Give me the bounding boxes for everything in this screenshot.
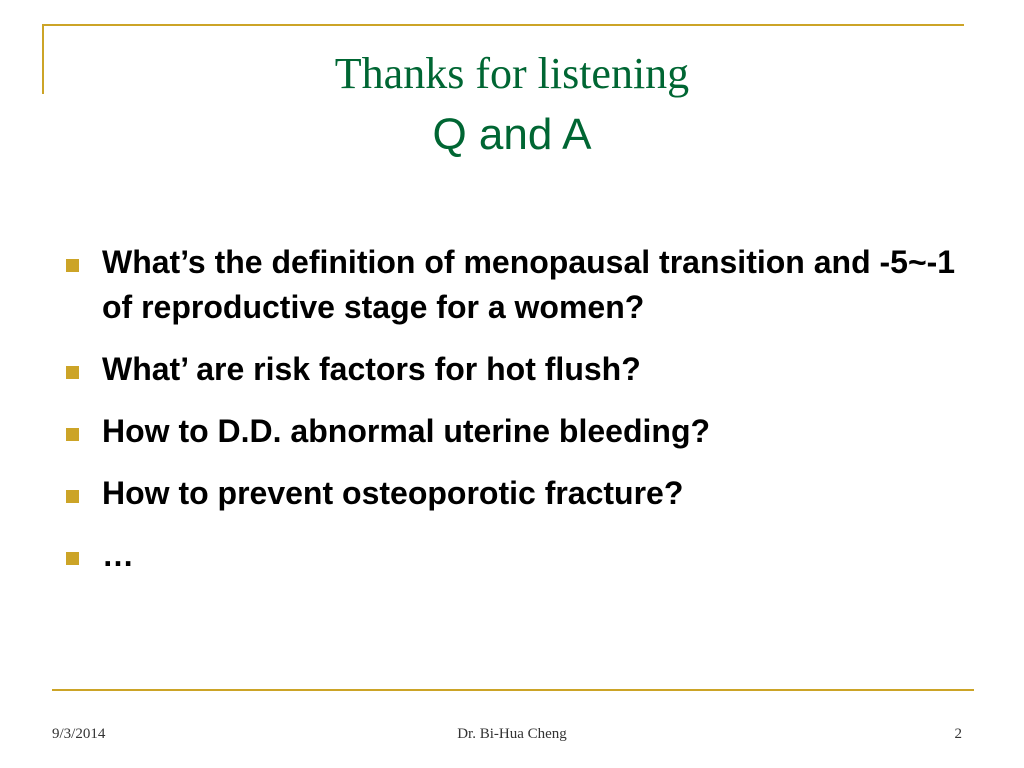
frame-top-line <box>42 24 964 26</box>
square-bullet-icon <box>66 490 79 503</box>
square-bullet-icon <box>66 259 79 272</box>
slide-title: Thanks for listening <box>334 49 690 98</box>
bullet-item <box>66 409 966 454</box>
footer-author: Dr. Bi-Hua Cheng <box>457 726 567 742</box>
bullet-item <box>66 471 966 516</box>
bullet-text: How to prevent osteoporotic fracture? <box>102 475 684 511</box>
square-bullet-icon <box>66 552 79 565</box>
bullet-text: What’s the definition of menopausal transition and -5~-1 of reproductive stage for a women? <box>102 244 956 325</box>
square-bullet-icon <box>66 428 79 441</box>
bullet-text: … <box>102 537 134 573</box>
footer-page-number: 2 <box>954 726 962 742</box>
bullet-item <box>66 347 966 392</box>
bullet-text: What’ are risk factors for hot flush? <box>102 351 641 387</box>
title-block <box>44 44 980 166</box>
bullet-item <box>66 240 966 330</box>
square-bullet-icon <box>66 366 79 379</box>
bullet-text: How to D.D. abnormal uterine bleeding? <box>102 413 711 449</box>
footer-date: 9/3/2014 <box>52 726 106 742</box>
slide-subtitle: Q and A <box>432 110 592 159</box>
footer-divider <box>52 689 974 691</box>
bullet-item <box>66 533 966 578</box>
bullet-list <box>66 240 966 595</box>
